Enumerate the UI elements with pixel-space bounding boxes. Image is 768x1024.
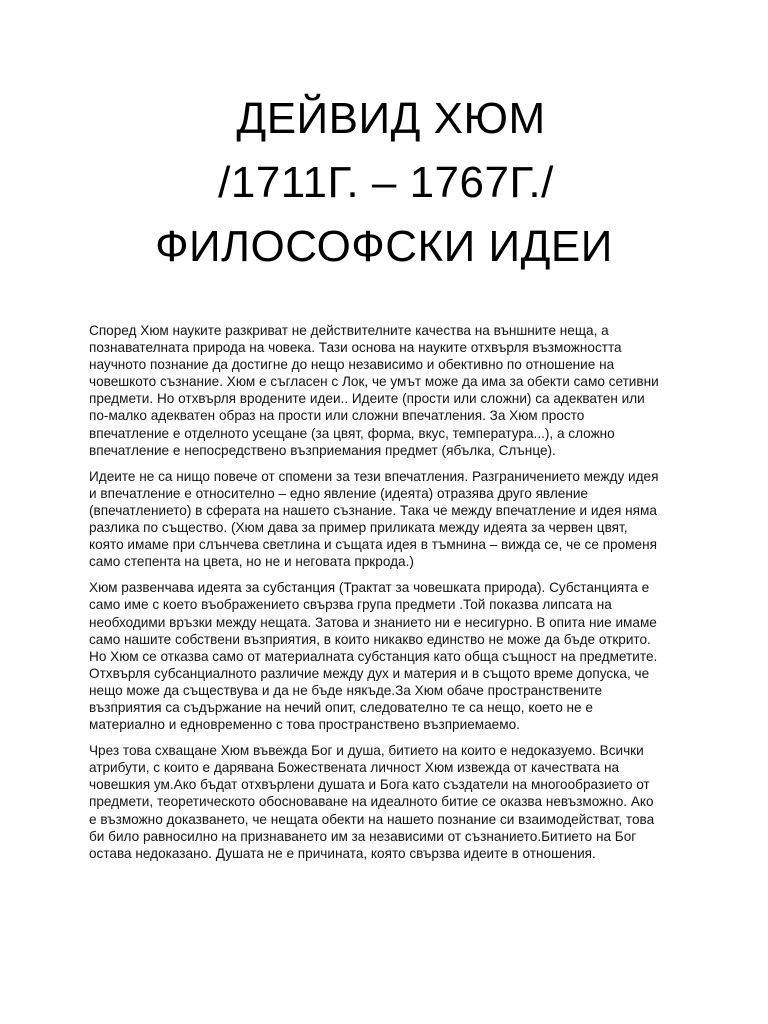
page-title bbox=[0, 92, 768, 274]
body-text bbox=[89, 322, 679, 871]
title-subject: ФИЛОСОФСКИ ИДЕИ bbox=[155, 222, 613, 271]
paragraph-1: Според Хюм науките разкриват не действителните качества на външните неща, а познавателната природа на човека. Тази основа на науките отхвърля възможността научното познание да достигне до нещо независимо и обективно по отношение на човешкото съзнание. Хюм е съгласен с Лок, че умът може да има за обекти само сетивни предмети. Но отхвърля вродените идеи.. Идеите (прости или сложни) са адекватен или по-малко адекватен образ на прости или сложни впечатления. За Хюм просто впечатление е отделното усещане (за цвят, форма, вкус, температура...), а сложно впечатление е непосредствено възприемания предмет (ябълка, Слънце). bbox=[89, 323, 659, 458]
title-years: /1711Г. – 1767Г./ bbox=[218, 158, 554, 207]
paragraph-3: Хюм развенчава идеята за субстанция (Трактат за човешката природа). Субстанцията е само име с което въображението свързва група предмети .Той показва липсата на необходими връзки между нещата. Затова и знанието ни е несигурно. В опита ние имаме само нашите собствени възприятия, в които никакво единство не може да бъде открито. Но Хюм се отказва само от материалната субстанция като обща същност на предметите. Отхвърля субсанциалното различие между дух и материя и в същото време допуска, че нещо може да съществува и да не бъде някъде.За Хюм обаче пространствените възприятия са съдържание на нечий опит, следователно те са нещо, което не е материално и едновременно с това пространствено възприемаемо. bbox=[89, 580, 658, 733]
paragraph-4: Чрез това схващане Хюм въвежда Бог и душа, битието на които е недоказуемо. Всички атрибути, с които е дарявана Божествената личност Хюм извежда от качествата на човешкия ум.Ако бъдат отхвърлени душата и Бога като създатели на многообразието от предмети, теоретическото обосноваване на идеалното битие се оказва невъзможно. Ако е възможно доказването, че нещата обекти на нашето познание си взаимодействат, това би било равносилно на признаването им за независими от съзнанието.Битието на Бог остава недоказано. Душата не е причината, която свързва идеите в отношения. bbox=[89, 743, 655, 861]
title-name: ДЕЙВИД ХЮМ bbox=[236, 94, 546, 143]
paragraph-2: Идеите не са нищо повече от спомени за тези впечатления. Разграничението между идея и впечатление е относително – едно явление (идеята) отразява друго явление (впечатлението) в сферата на нашето съзнание. Така че между впечатление и идея няма разлика по същество. (Хюм дава за пример приликата между идеята за червен цвят, която имаме при слънчева светлина и същата идея в тъмнина – вижда се, че се променя само степента на цвета, но не и неговата пркрода.) bbox=[89, 468, 659, 570]
